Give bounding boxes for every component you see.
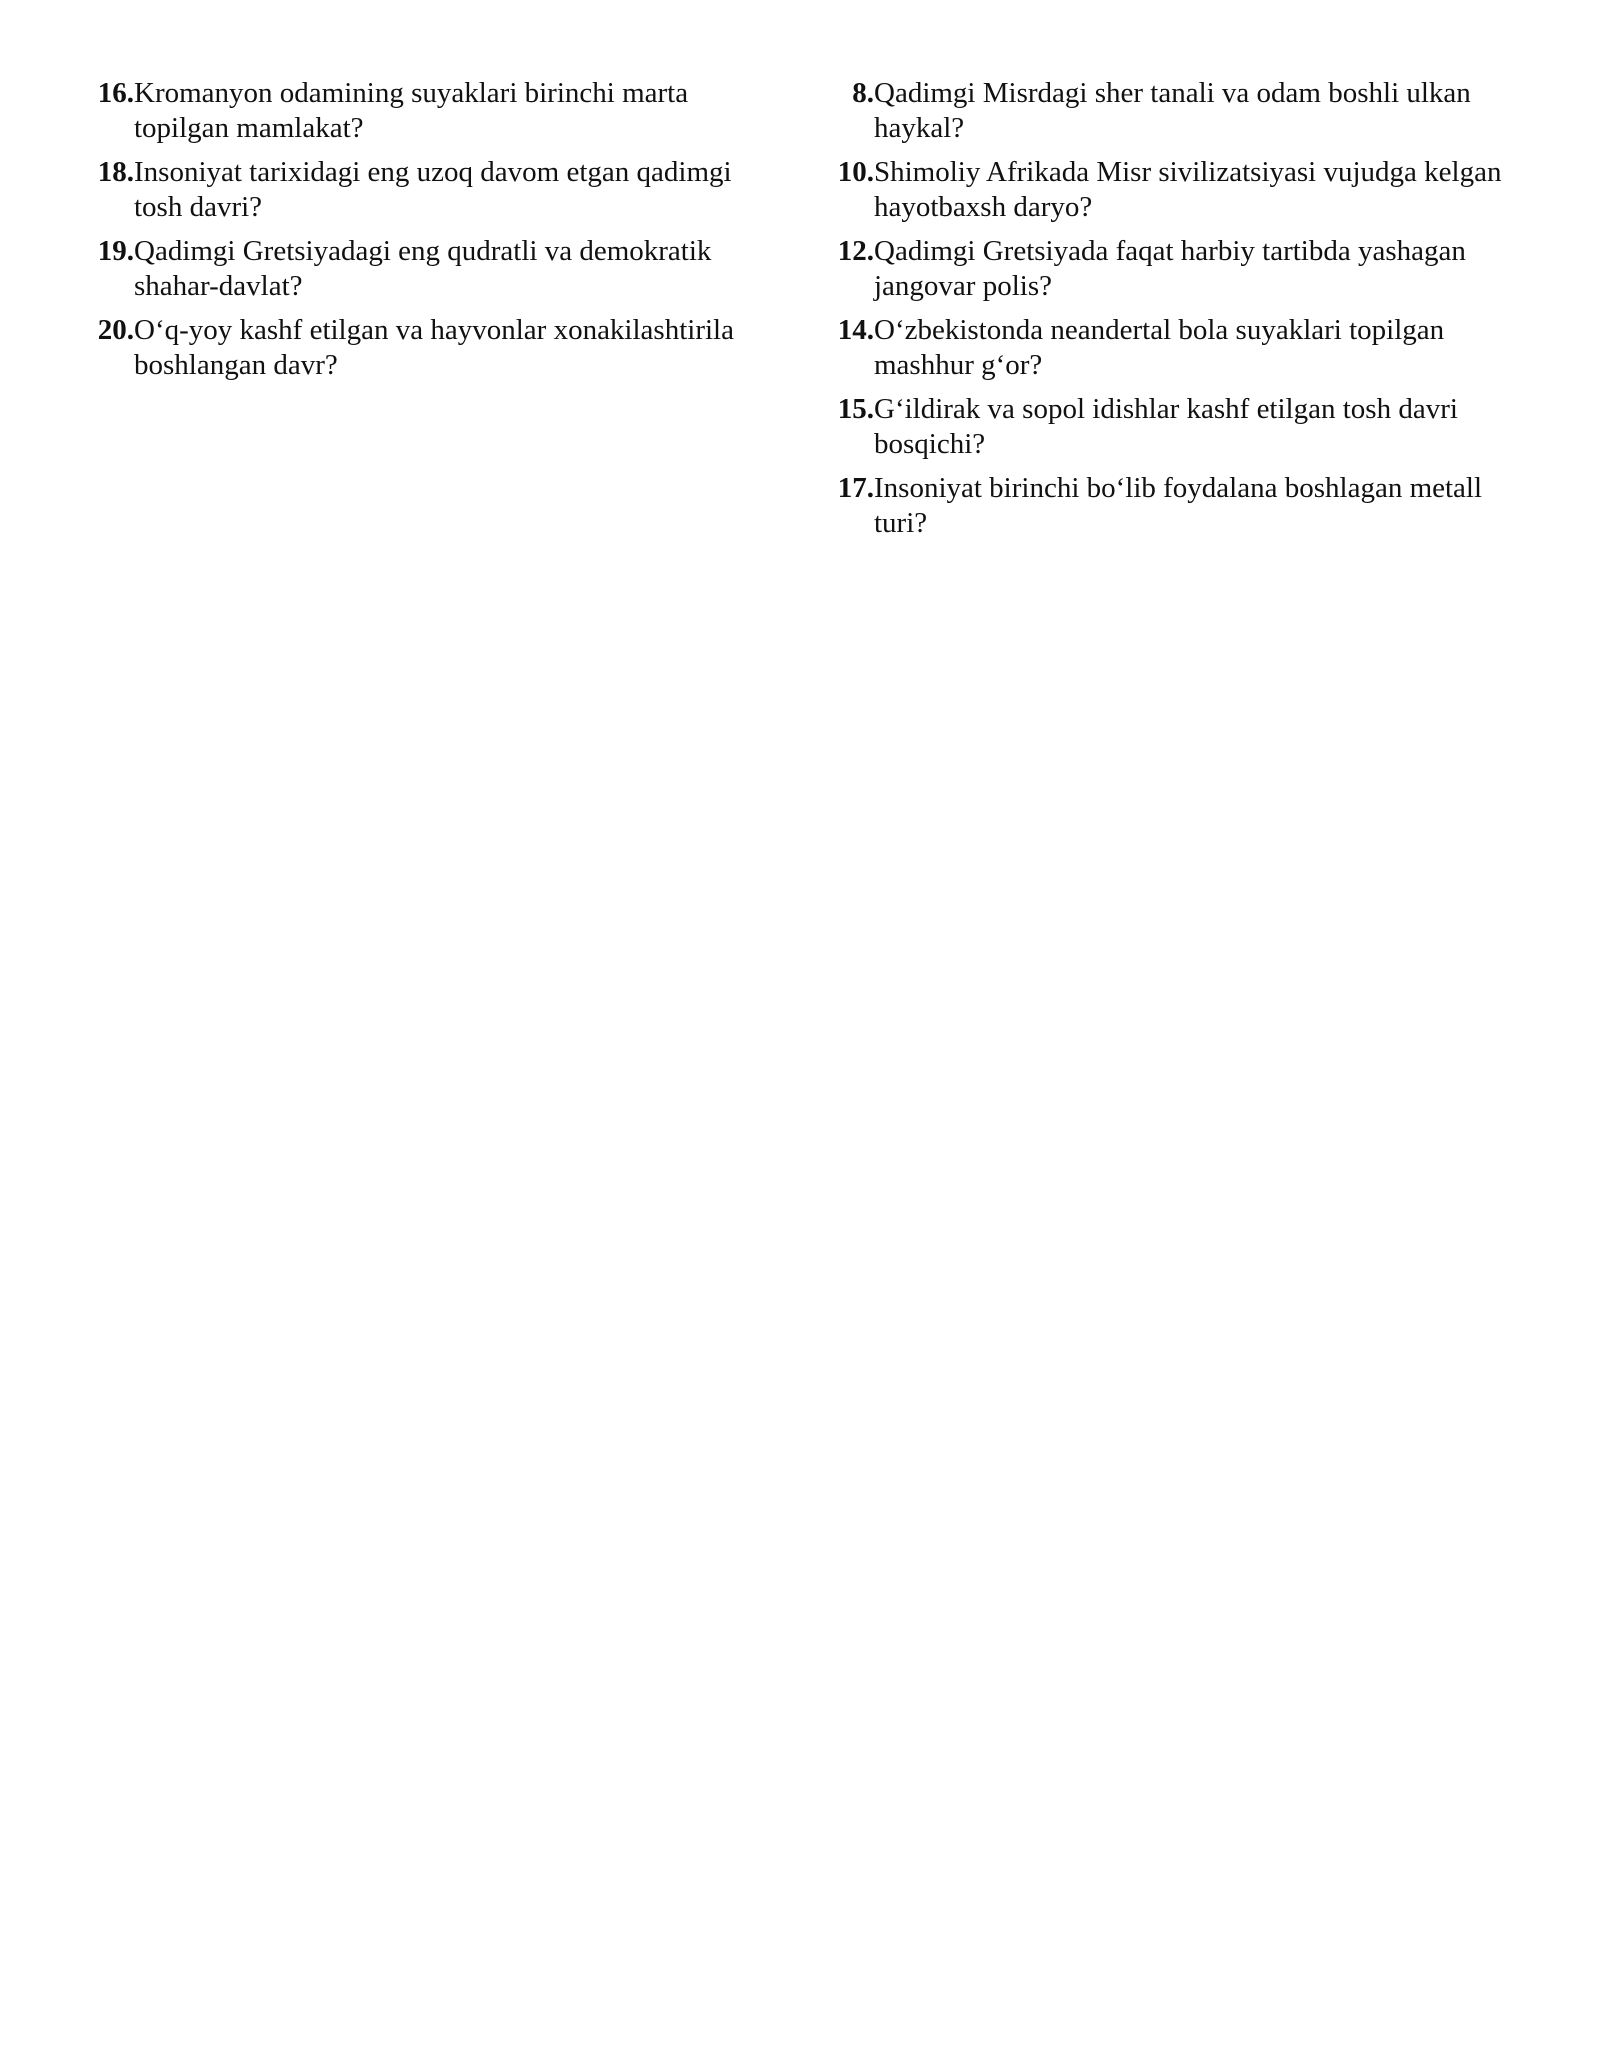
question-number: 10.	[837, 156, 874, 188]
question-number: 18.	[97, 156, 134, 188]
left-question-column	[86, 76, 786, 392]
question-number: 17.	[837, 472, 874, 504]
question-text: G‘ildirak va sopol idishlar kashf etilgan tosh davri bosqichi?	[874, 393, 1458, 460]
question-number: 12.	[837, 235, 874, 267]
question-text: Qadimgi Misrdagi sher tanali va odam boshli ulkan haykal?	[874, 77, 1471, 144]
question-item	[86, 155, 786, 225]
question-number: 20.	[97, 314, 134, 346]
question-number: 16.	[97, 77, 134, 109]
question-item	[826, 313, 1526, 383]
question-item	[826, 234, 1526, 304]
question-text: Shimoliy Afrikada Misr sivilizatsiyasi vujudga kelgan hayotbaxsh daryo?	[874, 156, 1502, 223]
question-number: 19.	[97, 235, 134, 267]
question-item	[86, 313, 786, 383]
question-item	[86, 234, 786, 304]
question-text: O‘q-yoy kashf etilgan va hayvonlar xonakilashtirila boshlangan davr?	[134, 314, 734, 381]
right-question-column	[826, 76, 1526, 550]
question-text: Insoniyat birinchi bo‘lib foydalana boshlagan metall turi?	[874, 472, 1483, 539]
question-text: Qadimgi Gretsiyada faqat harbiy tartibda yashagan jangovar polis?	[874, 235, 1466, 302]
question-text: Kromanyon odamining suyaklari birinchi marta topilgan mamlakat?	[134, 77, 689, 144]
question-text: O‘zbekistonda neandertal bola suyaklari topilgan mashhur g‘or?	[874, 314, 1445, 381]
question-text: Insoniyat tarixidagi eng uzoq davom etgan qadimgi tosh davri?	[134, 156, 732, 223]
question-number: 15.	[837, 393, 874, 425]
question-item	[86, 76, 786, 146]
question-item	[826, 471, 1526, 541]
question-number: 8.	[852, 77, 874, 109]
question-number: 14.	[837, 314, 874, 346]
question-item	[826, 76, 1526, 146]
question-item	[826, 155, 1526, 225]
question-item	[826, 392, 1526, 462]
question-text: Qadimgi Gretsiyadagi eng qudratli va demokratik shahar-davlat?	[134, 235, 712, 302]
